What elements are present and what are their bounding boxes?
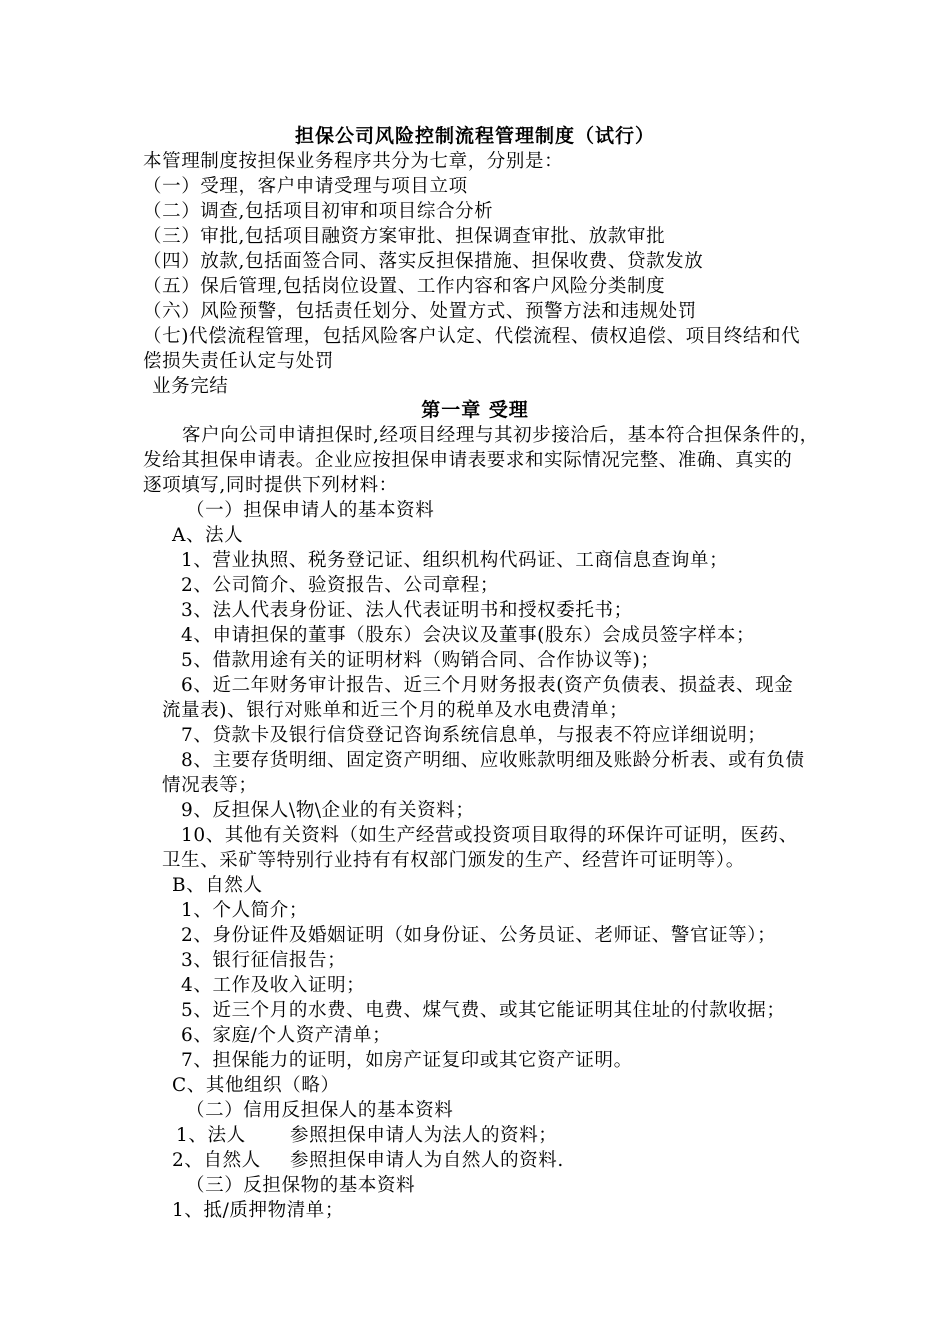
list-item: 卫生、采矿等特别行业持有有权部门颁发的生产、经营许可证明等）。 xyxy=(162,850,745,871)
section-heading: （一）担保申请人的基本资料 xyxy=(186,500,435,521)
overview-item: 偿损失责任认定与处罚 xyxy=(143,351,335,372)
list-item: 6、近二年财务审计报告、近三个月财务报表(资产负债表、损益表、现金 xyxy=(181,675,794,696)
section-heading: （二）信用反担保人的基本资料 xyxy=(186,1100,454,1121)
list-item-text: 参照担保申请人为法人的资料； xyxy=(290,1125,558,1146)
paragraph-line: 逐项填写,同时提供下列材料： xyxy=(143,475,398,496)
list-item: 流量表)、银行对账单和近三个月的税单及水电费清单； xyxy=(162,700,629,721)
list-item-text: 参照担保申请人为自然人的资料. xyxy=(290,1150,564,1171)
list-item: 1、营业执照、税务登记证、组织机构代码证、工商信息查询单； xyxy=(181,550,729,571)
overview-item: （五）保后管理,包括岗位设置、工作内容和客户风险分类制度 xyxy=(143,276,666,297)
overview-item: （四）放款,包括面签合同、落实反担保措施、担保收费、贷款发放 xyxy=(143,251,704,272)
subsection-heading: C、其他组织（略） xyxy=(172,1075,340,1096)
list-item: 4、工作及收入证明； xyxy=(181,975,366,996)
overview-item: （一）受理，客户申请受理与项目立项 xyxy=(143,176,468,197)
list-item-label: 2、自然人 xyxy=(172,1150,261,1171)
list-item: 1、个人简介； xyxy=(181,900,308,921)
document-title: 担保公司风险控制流程管理制度（试行） xyxy=(294,125,655,147)
list-item: 6、家庭/个人资产清单； xyxy=(181,1025,392,1046)
list-item: 2、身份证件及婚姻证明（如身份证、公务员证、老师证、警官证等）； xyxy=(181,925,777,946)
list-item: 3、银行征信报告； xyxy=(181,950,347,971)
subsection-heading: B、自然人 xyxy=(172,875,263,896)
list-item: 5、借款用途有关的证明材料（购销合同、合作协议等)； xyxy=(181,650,660,671)
paragraph-line: 客户向公司申请担保时,经项目经理与其初步接洽后，基本符合担保条件的， xyxy=(182,425,819,446)
list-item: 2、公司简介、验资报告、公司章程； xyxy=(181,575,499,596)
overview-item: （三）审批,包括项目融资方案审批、担保调查审批、放款审批 xyxy=(143,226,666,247)
list-item-label: 1、法人 xyxy=(176,1125,246,1146)
completion-text: 业务完结 xyxy=(152,376,229,397)
intro-text: 本管理制度按担保业务程序共分为七章，分别是： xyxy=(143,151,564,172)
list-item: 5、近三个月的水费、电费、煤气费、或其它能证明其住址的付款收据； xyxy=(181,1000,786,1021)
list-item: 9、反担保人\物\企业的有关资料； xyxy=(181,800,475,821)
subsection-heading: A、法人 xyxy=(172,525,244,546)
list-item: 3、法人代表身份证、法人代表证明书和授权委托书； xyxy=(181,600,633,621)
list-item: 1、抵/质押物清单； xyxy=(172,1200,345,1221)
chapter-title: 第一章 受理 xyxy=(421,399,529,421)
list-item: 4、申请担保的董事（股东）会决议及董事(股东）会成员签字样本； xyxy=(181,625,756,646)
list-item: 8、主要存货明细、固定资产明细、应收账款明细及账龄分析表、或有负债 xyxy=(181,750,805,771)
overview-item: （七)代偿流程管理，包括风险客户认定、代偿流程、债权追偿、项目终结和代 xyxy=(143,326,801,347)
list-item: 情况表等； xyxy=(162,775,258,796)
list-item: 7、担保能力的证明，如房产证复印或其它资产证明。 xyxy=(181,1050,633,1071)
list-item: 7、贷款卡及银行信贷登记咨询系统信息单，与报表不符应详细说明； xyxy=(181,725,767,746)
paragraph-line: 发给其担保申请表。企业应按担保申请表要求和实际情况完整、准确、真实的 xyxy=(143,450,793,471)
overview-item: （二）调查,包括项目初审和项目综合分析 xyxy=(143,201,494,222)
overview-item: （六）风险预警，包括责任划分、处置方式、预警方法和违规处罚 xyxy=(143,301,697,322)
section-heading: （三）反担保物的基本资料 xyxy=(186,1175,416,1196)
list-item: 10、其他有关资料（如生产经营或投资项目取得的环保许可证明，医药、 xyxy=(181,825,798,846)
